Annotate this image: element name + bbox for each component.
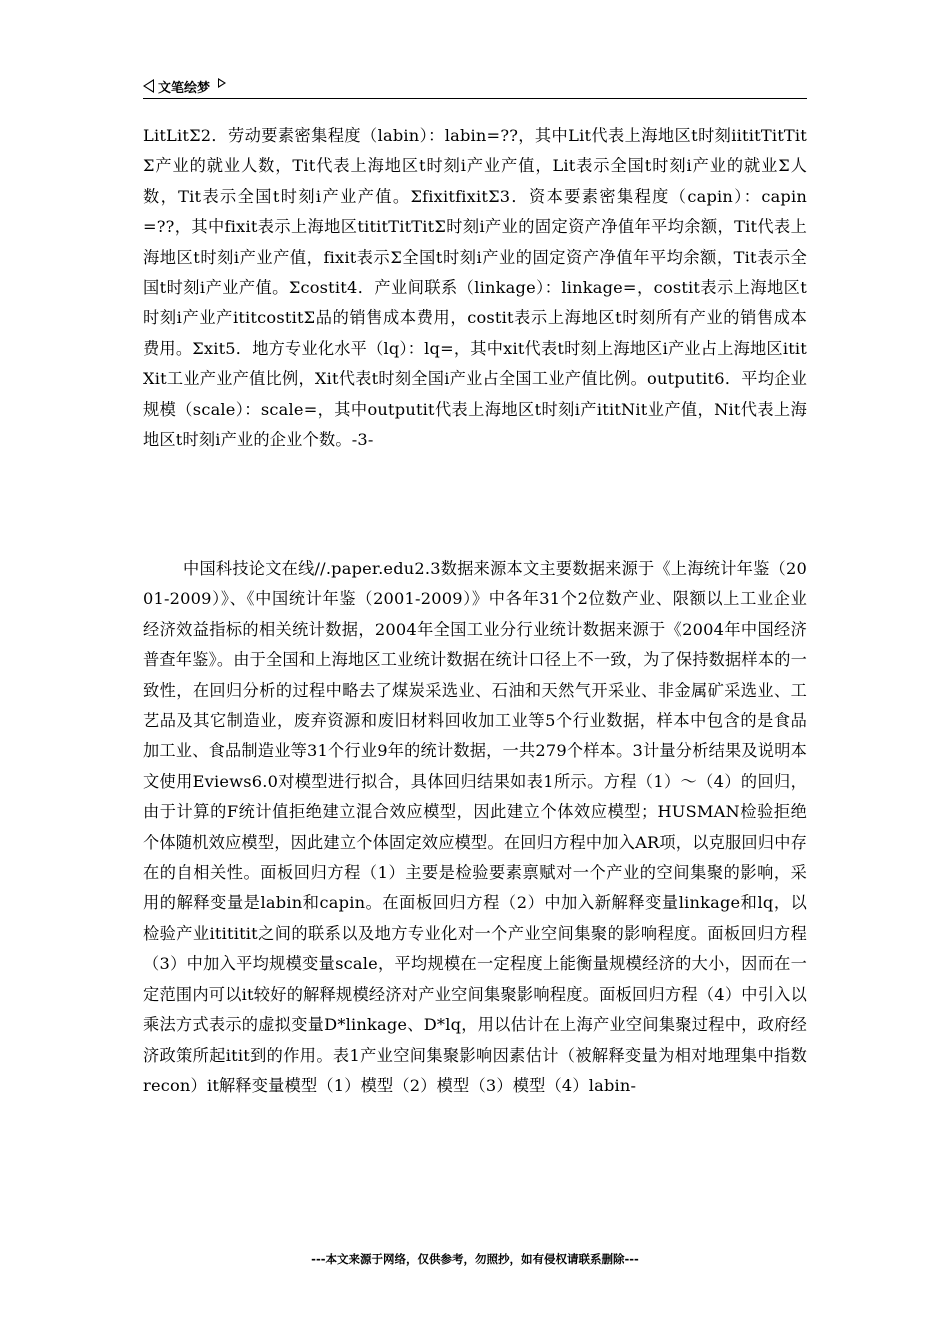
header-divider	[143, 98, 807, 99]
footer-notice: ---本文来源于网络，仅供参考，勿照抄，如有侵权请联系删除---	[311, 1252, 639, 1266]
body-paragraph-2: 中国科技论文在线//.paper.edu2.3数据来源本文主要数据来源于《上海统计年鉴（2001-2009）》、《中国统计年鉴（2001-2009）》中各年31个2位数产业、限额以上工业企业经济效益指标的相关统计数据，2004年全国工业分行业统计数据来源于《2004年中国经济普查年鉴》。由于全国和上海地区工业统计数据在统计口径上不一致，为了保持数据样本的一致性，在回归分析的过程中略去了煤炭采选业、石油和天然气开采业、非金属矿采选业、工艺品及其它制造业，废弃资源和废旧材料回收加工业等5个行业数据，样本中包含的是食品加工业、食品制造业等31个行业9年的统计数据，一共279个样本。3计量分析结果及说明本文使用Eviews6.0对模型进行拟合，具体回归结果如表1所示。方程（1）～（4）的回归，由于计算的F统计值拒绝建立混合效应模型，因此建立个体效应模型；HUSMAN检验拒绝个体随机效应模型，因此建立个体固定效应模型。在回归方程中加入AR项，以克服回归中存在的自相关性。面板回归方程（1）主要是检验要素禀赋对一个产业的空间集聚的影响，采用的解释变量是labin和capin。在面板回归方程（2）中加入新解释变量linkage和lq，以检验产业itititit之间的联系以及地方专业化对一个产业空间集聚的影响程度。面板回归方程（3）中加入平均规模变量scale，平均规模在一定程度上能衡量规模经济的大小，因而在一定范围内可以it较好的解释规模经济对产业空间集聚影响程度。面板回归方程（4）中引入以乘法方式表示的虚拟变量D*linkage、D*lq，用以估计在上海产业空间集聚过程中，政府经济政策所起itit到的作用。表1产业空间集聚影响因素估计（被解释变量为相对地理集中指数recon）it解释变量模型（1）模型（2）模型（3）模型（4）labin-	[143, 559, 807, 1095]
header-brand: 文笔绘梦	[158, 80, 211, 96]
page-header	[143, 74, 226, 98]
triangle-left-icon	[143, 79, 154, 93]
body-paragraph-1: LitLitΣ2．劳动要素密集程度（labin）：labin=??，其中Lit代表上海地区t时刻iititTitTitΣ产业的就业人数，Tit代表上海地区t时刻i产业产值，Lit表示全国t时刻i产业的就业Σ人数，Tit表示全国t时刻i产业产值。ΣfixitfixitΣ3．资本要素密集程度（capin）：capin=??，其中fixit表示上海地区tititTitTitΣ时刻i产业的固定资产净值年平均余额，Tit代表上海地区t时刻i产业产值，fixit表示Σ全国t时刻i产业的固定资产净值年平均余额，Tit表示全国t时刻i产业产值。Σcostit4．产业间联系（linkage）：linkage=，costit表示上海地区t时刻i产业产ititcostitΣ品的销售成本费用，costit表示上海地区t时刻所有产业的销售成本费用。Σxit5．地方专业化水平（lq）：lq=，其中xit代表t时刻上海地区i产业占上海地区ititXit工业产业产值比例，Xit代表t时刻全国i产业占全国工业产值比例。outputit6．平均企业规模（scale）：scale=，其中outputit代表上海地区t时刻i产ititNit业产值，Nit代表上海地区t时刻i产业的企业个数。-3-	[143, 126, 807, 450]
triangle-right-icon	[218, 78, 226, 88]
